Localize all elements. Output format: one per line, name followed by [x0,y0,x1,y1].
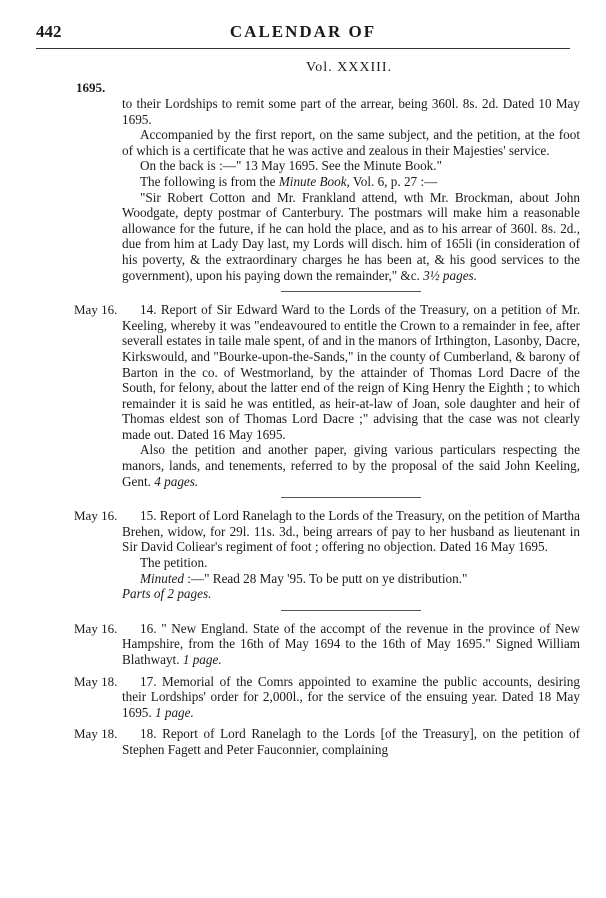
entry-text: 18. Report of Lord Ranelagh to the Lords [of the Treasury], on the petition of Stephen Fagett and Peter Fauconnier, complaining [122,726,580,757]
page-count: 4 pages. [154,473,199,489]
entry-date: May 16. [74,620,118,636]
intro-paragraph-1: to their Lordships to remit some part of the arrear, being 360l. 8s. 2d. Dated 10 May 1695. [122,96,580,127]
intro-paragraph-4 [122,174,580,190]
entry-text-body: 17. Memorial of the Comrs appointed to examine the public accounts, desiring their Lordships' order for 2,000l., for the service of the ensuing year. Dated 18 May 1695. [122,673,580,720]
entry-14 [74,302,580,489]
minute-book-ref: Minute Book, [278,173,350,189]
document-body [74,96,580,758]
page-number: 442 [36,22,62,41]
page-count: Parts of 2 pages. [122,586,212,602]
entry-15 [74,508,580,602]
entry-date: May 18. [74,726,118,742]
entry-text-body: 16. " New England. State of the accompt of the revenue in the province of New Hampshire, from the 16th of May 1694 to the 16th of May 1695." Signed William Blathwayt. [122,620,580,667]
intro-paragraph-2: Accompanied by the first report, on the same subject, and the petition, at the foot of which is a certificate that he was active and zealous in their Majesties' service. [122,127,580,158]
intro-paragraph-3: On the back is :—" 13 May 1695. See the Minute Book." [140,158,442,174]
entry-minuted [122,571,580,587]
entry-date: May 16. [74,302,118,318]
header-rule [36,48,570,49]
entry-date: May 16. [74,508,118,524]
entry-pages [122,586,580,602]
minuted-text: :—" Read 28 May '95. To be putt on ye distribution." [183,570,468,586]
running-title: CALENDAR OF [229,22,377,41]
entry-separator [281,497,421,498]
entry-18 [74,726,580,757]
intro-p4-a: The following is from the [140,173,279,189]
intro-paragraph-5 [122,190,580,284]
entry-text [122,621,580,668]
entry-text-2 [122,442,580,489]
entry-date: May 18. [74,673,118,689]
intro-p4-b: Vol. 6, p. 27 :— [349,173,438,189]
page-count: 1 page. [154,704,194,720]
entry-16 [74,620,580,668]
entry-separator [281,291,421,292]
margin-year: 1695. [76,80,106,95]
entry-text-2-body: Also the petition and another paper, giving various particulars respecting the manors, lands, and tenements, referred to by the proposal of the said John Keeling, Gent. [122,442,580,489]
page-count: 3½ pages. [423,267,477,283]
page-count: 1 page. [182,652,222,667]
minuted-label: Minuted [140,570,184,586]
entry-text [122,674,580,721]
volume-heading: Vol. XXXIII. [305,60,392,75]
entry-text-2: The petition. [140,555,208,571]
minute-quote: "Sir Robert Cotton and Mr. Frankland attend, wth Mr. Brockman, about John Woodgate, depty postmar of Canterbury. The postmars will make him a reasonable allowance for the future, if he can hold the place, and as to his arrear of 360l. 8s. 2d., due from him at Lady Day last, my Lords will disch. him of 165li (in consideration of his poverty, & the extraordinary charges he has been at, & his good services to the government), upon his paying down the remainder," &c. [122,189,580,283]
entry-text: 14. Report of Sir Edward Ward to the Lords of the Treasury, on a petition of Mr. Keeling, whereby it was "endeavoured to entitle the Crown to a remainder in fee, after severall estates in taile male spent, of and in the manors of Irthington, Lasonby, Dacre, Kirkswould, and "Bourke-upon-the-Sands," in the county of Cumberland, & barony of Barton in the co. of Westmorland, by the attainder of Thomas Lord Dacre of the South, for felony, about the latter end of the reign of King Henry the Eighth ; to which remainder it is said he was entitled, as heir-at-law of Joan, sole daughter and heir of Thomas eldest son of Thomas Lord Dacre ;" advising that the case was not clearly made out. Dated 16 May 1695. [122,302,580,442]
entry-17 [74,673,580,721]
entry-text: 15. Report of Lord Ranelagh to the Lords of the Treasury, on the petition of Martha Brehen, widow, for 29l. 11s. 3d., being arrears of pay to her husband as lieutenant in Sir David Coliear's regiment of foot ; offering no objection. Dated 16 May 1695. [122,508,580,555]
entry-separator [281,610,421,611]
